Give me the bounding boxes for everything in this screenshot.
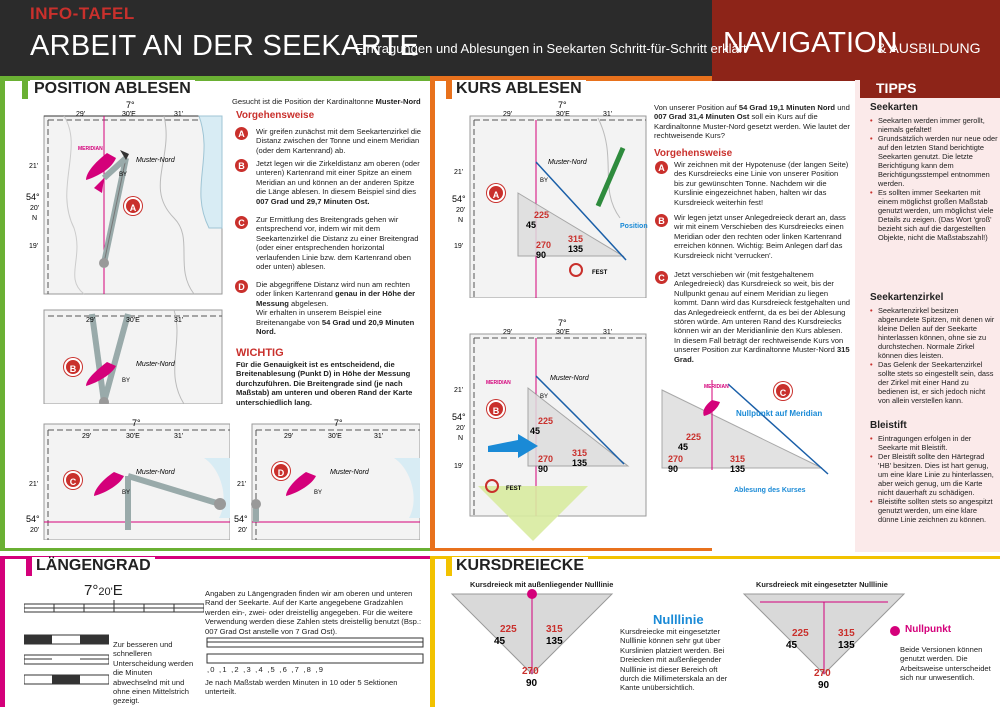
kurs-step-b: Wir legen jetzt unser Anlegedreieck derart an, dass wir mit einem Verschieben des Kursdreiecks einen Meridian oder den rechten oder linken Kartenrand erreichen können. Wichtig: Beim Anlegen darf das Kursdreieck nicht 'verrucken'. <box>674 213 846 260</box>
left-270: 270 <box>522 666 539 677</box>
kurs-a-270: 270 <box>536 240 552 250</box>
page-subtitle: Eintragungen und Ablesungen in Seekarten Schritt-für-Schritt erklärt <box>355 41 747 56</box>
nulllinie-label: Nulllinie <box>653 612 704 627</box>
position-step-c-badge: C <box>234 215 249 230</box>
left-135: 135 <box>546 636 563 647</box>
kurs-c-90: 90 <box>668 464 679 474</box>
map-b-by: BY <box>122 378 131 384</box>
map-d-lon31: 31' <box>374 433 384 440</box>
tipps-seekarten-heading: Seekarten <box>870 102 918 113</box>
kurs-label-b: B <box>487 400 505 418</box>
position-heading: POSITION ABLESEN <box>30 80 195 98</box>
map-a-lon29: 29' <box>76 111 86 118</box>
position-map-c <box>24 418 230 540</box>
kurs-b-lon31: 31' <box>603 329 613 336</box>
wichtig-text: Für die Genauigkeit ist es entscheidend, die Breitenablesung (Punkt D) in Höhe der Messung durchzuführen. Die Breitengrade sind (je nach Maßstab) am unteren und oberen Rand der Karte unterschiedlich lang. <box>236 360 413 407</box>
map-b-lonmin: 30'E <box>126 317 140 324</box>
map-c-lat54: 54° <box>26 514 40 524</box>
kurs-map-c <box>652 370 852 520</box>
kurs-a-lonmin: 30'E <box>556 111 570 118</box>
list-item: • Grundsätzlich werden nur neue oder auf den letzten Stand berichtigte Seekarten genutzt. Die letzte Berichtigung kann dem Berichtigungsstempel entnommen werden. <box>870 134 998 188</box>
list-item: • Seekarten werden immer gerollt, niemals gefaltet! <box>870 116 998 134</box>
map-c-lonmin: 30'E <box>126 433 140 440</box>
map-c-lat20: 20' <box>30 527 40 534</box>
laengengrad-heading: LÄNGENGRAD <box>32 557 155 575</box>
position-heading-marker <box>22 81 28 99</box>
kurs-heading: KURS ABLESEN <box>452 80 586 98</box>
laengengrad-scale-sections <box>205 636 425 664</box>
kurs-c-nullpunkt: Nullpunkt auf Meridian <box>736 409 823 418</box>
map-a-meridian: MERIDIAN <box>78 146 103 152</box>
kurs-step-b-badge: B <box>654 213 669 228</box>
position-step-b: Jetzt legen wir die Zirkeldistanz am oberen (oder unteren) Kartenrand mit einer Spitze an einem Meridian an und können an der anderen Spitze die Länge ablesen. In diesem Beispiel sind dies 007 Grad und 29,7 Minuten Ost. <box>256 159 420 206</box>
position-label-b: B <box>64 358 82 376</box>
map-a-lat21: 21' <box>29 163 39 170</box>
page-title: ARBEIT AN DER SEEKARTE <box>30 30 420 62</box>
kurs-a-by: BY <box>540 178 549 184</box>
position-map-b <box>24 302 224 404</box>
position-intro: Gesucht ist die Position der Kardinaltonne Muster-Nord <box>232 97 421 106</box>
map-d-lon29: 29' <box>284 433 294 440</box>
list-item: • Bleistifte sollten stets so angespitzt genutzt werden, um eine klare dünne Linie zeichnen zu können. <box>870 497 998 524</box>
map-b-lon31: 31' <box>174 317 184 324</box>
laengengrad-example: 7°20'E <box>84 582 123 599</box>
kurs-b-meridian: MERIDIAN <box>486 380 511 386</box>
kurs-a-position: Position <box>620 223 648 230</box>
left-225: 225 <box>500 624 517 635</box>
map-c-by: BY <box>122 490 131 496</box>
kurs-b-135: 135 <box>572 458 588 468</box>
map-d-lat54: 54° <box>234 514 248 524</box>
position-label-a: A <box>124 197 142 215</box>
left-45: 45 <box>494 636 506 647</box>
kurs-a-lat54: 54° <box>452 194 466 204</box>
kurs-a-londeg: 7° <box>558 100 567 110</box>
laengengrad-text2: Zur besseren und schnelleren Unterscheidung werden die Minuten abwechselnd mit und ohne einen Mittelstrich gezeigt. <box>113 640 194 706</box>
map-d-lonmin: 30'E <box>328 433 342 440</box>
kurs-a-lon31: 31' <box>603 111 613 118</box>
kurs-label-a: A <box>487 184 505 202</box>
laengengrad-scale-top <box>24 600 204 614</box>
kurs-a-lat21: 21' <box>454 169 464 176</box>
kurs-b-45: 45 <box>530 426 541 436</box>
kurs-a-buoy: Muster-Nord <box>548 159 587 166</box>
nullpunkt-dot <box>890 626 900 636</box>
position-step-b-badge: B <box>234 158 249 173</box>
map-a-lonmin: 30'E <box>122 111 136 118</box>
kurs-b-londeg: 7° <box>558 318 567 328</box>
kurs-intro: Von unserer Position auf 54 Grad 19,1 Minuten Nord und 007 Grad 31,4 Minuten Ost soll ein Kurs auf die Kardinaltonne Muster-Nord gesetzt werden. Wie lautet der rechtweisende Kurs? <box>654 103 850 141</box>
map-a-by: BY <box>119 172 128 178</box>
kurs-vorgehen: Vorgehensweise <box>654 148 733 159</box>
info-label: INFO-TAFEL <box>30 4 135 23</box>
map-a-latN: N <box>32 215 38 222</box>
kurs-a-latN: N <box>458 217 464 224</box>
brand-title: NAVIGATION <box>723 27 898 59</box>
kurs-b-225: 225 <box>538 416 554 426</box>
tipps-heading: TIPPS <box>876 80 917 96</box>
right-315: 315 <box>838 628 855 639</box>
map-a-lat54: 54° <box>26 192 40 202</box>
tipps-stift-heading: Bleistift <box>870 420 907 431</box>
kurs-a-90: 90 <box>536 250 547 260</box>
right-225: 225 <box>792 628 809 639</box>
map-a-lat19: 19' <box>29 243 39 250</box>
list-item: • Der Bleistift sollte den Härtegrad 'HB' besitzen. Dies ist hart genug, um eine klare Linie zu hinterlassen, aber weich genug, um die Karte nicht dauerhaft zu schädigen. <box>870 452 998 497</box>
kursdreieck-left-graphic <box>448 588 616 694</box>
right-45: 45 <box>786 640 798 651</box>
kurs-b-lat20: 20' <box>456 425 466 432</box>
right-270: 270 <box>814 668 831 679</box>
map-a-buoy: Muster-Nord <box>136 157 175 164</box>
map-d-lat20: 20' <box>238 527 248 534</box>
kurs-c-ablesung: Ablesung des Kurses <box>734 487 806 494</box>
kurs-step-a: Wir zeichnen mit der Hypotenuse (der langen Seite) des Kursdreiecks eine Linie von unserer Position bis zur gewünschten Tonne. Nachdem wir die Kurslinie eingezeichnet haben, halten wir das Kursdreieck weiterhin fest! <box>674 160 849 207</box>
laengengrad-text3: Je nach Maßstab werden Minuten in 10 oder 5 Sektionen unterteilt. <box>205 678 398 697</box>
wichtig-heading: WICHTIG <box>236 347 284 359</box>
tipps-stift-list <box>870 434 998 524</box>
laengengrad-scale-rows <box>24 633 109 688</box>
right-90: 90 <box>818 680 830 691</box>
map-c-lat21: 21' <box>29 481 39 488</box>
position-step-a: Wir greifen zunächst mit dem Seekartenzirkel die Distanz zwischen der Tonne und einem Meridian (oder dem Kartenrand) ab. <box>256 127 422 155</box>
map-b-lon29: 29' <box>86 317 96 324</box>
position-step-d: Die abgegriffene Distanz wird nun am rechten oder linken Kartenrand genau in der Höhe der Messung abgelesen. Wir erhalten in unserem Beispiel eine Breitenangabe von 54 Grad und 20,9 Minuten Nord. <box>256 280 416 337</box>
laengengrad-scale-labels: ,0 ,1 ,2 ,3 ,4 ,5 ,6 ,7 ,8 ,9 <box>207 665 325 674</box>
position-step-d-badge: D <box>234 279 249 294</box>
kurs-map-b <box>448 316 648 546</box>
kurs-b-lon29: 29' <box>503 329 513 336</box>
kurs-a-135: 135 <box>568 244 584 254</box>
position-map-d <box>234 418 420 540</box>
position-label-c: C <box>64 471 82 489</box>
kurs-a-lat20: 20' <box>456 207 466 214</box>
list-item: • Seekartenzirkel besitzen abgerundete Spitzen, mit denen wir kleine Dellen auf der Seekarte hinterlassen können, ohne sie zu durchstechen. Normale Zirkel können dies leisten. <box>870 306 998 360</box>
kursdreieck-right-title: Kursdreieck mit eingesetzter Nulllinie <box>756 580 888 589</box>
kurs-c-meridian: MERIDIAN <box>704 384 729 390</box>
kurs-b-buoy: Muster-Nord <box>550 375 589 382</box>
kurs-b-lat19: 19' <box>454 463 464 470</box>
map-c-lon31: 31' <box>174 433 184 440</box>
kurs-a-225: 225 <box>534 210 550 220</box>
kursdreiecke-heading: KURSDREIECKE <box>452 557 588 575</box>
kurs-b-by: BY <box>540 394 549 400</box>
map-a-lon31: 31' <box>174 111 184 118</box>
map-d-londeg: 7° <box>334 418 343 428</box>
kurs-c-315: 315 <box>730 454 746 464</box>
kurs-a-fest: FEST <box>592 270 608 276</box>
kurs-b-latN: N <box>458 435 464 442</box>
tipps-zirkel-list <box>870 306 998 405</box>
kurs-a-45: 45 <box>526 220 537 230</box>
position-map-a <box>24 98 224 298</box>
map-d-lat21: 21' <box>237 481 247 488</box>
left-90: 90 <box>526 678 538 689</box>
kurs-map-a <box>448 98 648 298</box>
position-vorgehen: Vorgehensweise <box>236 110 315 121</box>
kursdreiecke-text: Kursdreiecke mit eingesetzter Nulllinie können sehr gut über Kurslinien platziert werden. Bei Dreiecken mit außenliegender Nulllinie ist dieser Bereich oft durch die Millimeterskala an der Kante unübersichtlich. <box>620 627 728 693</box>
map-d-buoy: Muster-Nord <box>330 469 369 476</box>
kurs-b-lat54: 54° <box>452 412 466 422</box>
kurs-step-c: Jetzt verschieben wir (mit festgehaltenem Anlegedreieck) das Kursdreieck so weit, bis der Nullpunkt genau auf einem Meridian zu liegen kommt. Dann wird das Kursdreieck festgehalten und das Anlegedreieck entfernt, da es bei der Ablesung stören würde. Am unteren Rand des Kursdreiecks können wir an der Meridianlinie den Kurs ablesen. In diesem Fall beträgt der rechtweisende Kurs von unserer Position zur Kardinaltonne Muster-Nord 315 Grad. <box>674 270 851 364</box>
nullpunkt-label: Nullpunkt <box>905 624 952 635</box>
tipps-zirkel-heading: Seekartenzirkel <box>870 292 944 303</box>
kurs-a-315: 315 <box>568 234 584 244</box>
left-315: 315 <box>546 624 563 635</box>
list-item: • Das Gelenk der Seekartenzirkel sollte stets so eingestellt sein, dass der Zirkel mit einer Hand zu bedienen ist, er sich jedoch nicht von allein verstellen kann. <box>870 360 998 405</box>
kursdreieck-left-title: Kursdreieck mit außenliegender Nulllinie <box>470 580 614 589</box>
position-label-d: D <box>272 462 290 480</box>
map-c-lon29: 29' <box>82 433 92 440</box>
kursdreieck-right-graphic <box>740 588 908 694</box>
laengengrad-text1: Angaben zu Längengraden finden wir am oberen und unteren Rand der Seekarte. Auf der Karte angegebene Gradzahlen werden ein-, zwei- oder dreistellig angegeben. Für die weitere Verwendung werden diese Zahlen stets dreistellig benutzt (Bsp.: 007 Grad Ost anstelle von 7 Grad Ost). <box>205 589 422 636</box>
kurs-c-45: 45 <box>678 442 689 452</box>
brand-subtitle: & AUSBILDUNG <box>877 40 981 56</box>
kurs-b-270: 270 <box>538 454 554 464</box>
kurs-step-c-badge: C <box>654 270 669 285</box>
kurs-c-135: 135 <box>730 464 746 474</box>
kursdreiecke-note: Beide Versionen können genutzt werden. Die Arbeitsweise unterscheidet sich nur unwesentlich. <box>900 645 991 683</box>
kurs-a-lon29: 29' <box>503 111 513 118</box>
kurs-label-c: C <box>774 382 792 400</box>
position-step-a-badge: A <box>234 126 249 141</box>
kurs-b-fest: FEST <box>506 486 522 492</box>
map-c-londeg: 7° <box>132 418 141 428</box>
position-step-c: Zur Ermittlung des Breitengrads gehen wir entsprechend vor, indem wir mit dem Seekartenzirkel die Distanz zu einer Breitengrad (oder einer entsprechenden horizontal verlaufenden Linie bzw. dem Kartenrand oben oder unten) ablesen. <box>256 215 419 272</box>
tipps-seekarten-list <box>870 116 998 242</box>
kurs-b-lonmin: 30'E <box>556 329 570 336</box>
map-a-lat20: 20' <box>30 205 40 212</box>
kurs-step-a-badge: A <box>654 160 669 175</box>
kurs-a-lat19: 19' <box>454 243 464 250</box>
map-d-by: BY <box>314 490 323 496</box>
kurs-b-90: 90 <box>538 464 549 474</box>
kurs-b-315: 315 <box>572 448 588 458</box>
list-item: • Eintragungen erfolgen in der Seekarte mit Bleistift. <box>870 434 998 452</box>
kurs-c-225: 225 <box>686 432 702 442</box>
map-c-buoy: Muster-Nord <box>136 469 175 476</box>
right-135: 135 <box>838 640 855 651</box>
list-item: • Es sollten immer Seekarten mit einem möglichst großen Maßstab genutzt werden, um möglichst viele Details zu zeigen. (Das Wort 'groß' bezieht sich auf die dargestellten Objekte, nicht die Maßstabszahl!) <box>870 188 998 242</box>
kurs-c-270: 270 <box>668 454 684 464</box>
kurs-b-lat21: 21' <box>454 387 464 394</box>
map-a-londeg: 7° <box>126 100 135 110</box>
map-b-buoy: Muster-Nord <box>136 361 175 368</box>
